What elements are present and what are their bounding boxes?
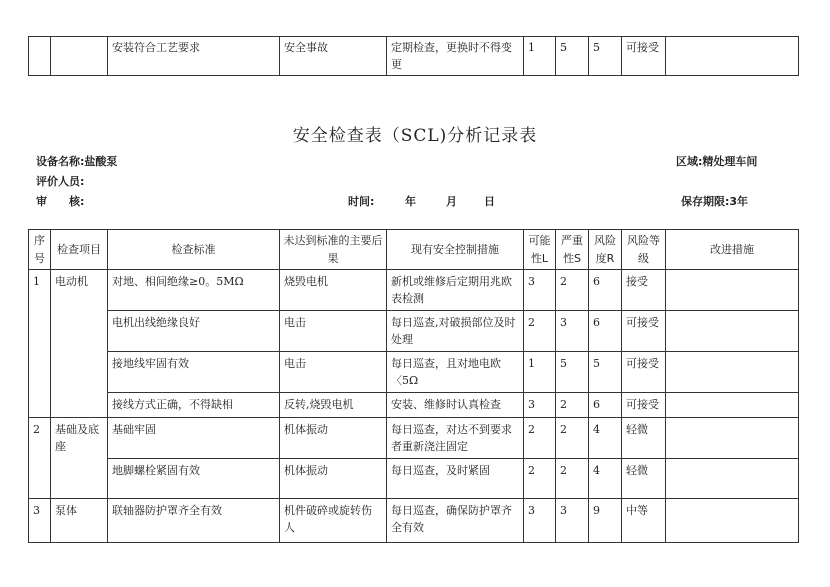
consequence-cell: 电击 [280, 311, 387, 352]
improve-cell [666, 393, 799, 417]
level-cell: 轻微 [622, 417, 666, 458]
cell: 定期检查，更换时不得变更 [387, 37, 524, 76]
level-cell: 可接受 [622, 352, 666, 393]
standard-cell: 联轴器防护罩齐全有效 [108, 498, 280, 542]
equipment-name [36, 153, 117, 169]
cell [51, 37, 108, 76]
table-row [29, 270, 799, 311]
level-cell: 可接受 [622, 311, 666, 352]
seq-cell: 1 [29, 270, 51, 417]
improve-cell [666, 352, 799, 393]
table-row [29, 37, 799, 76]
likelihood-cell: 3 [524, 393, 556, 417]
level-cell: 接受 [622, 270, 666, 311]
severity-cell: 3 [556, 311, 589, 352]
measures-cell: 每日巡查,对破损部位及时处理 [387, 311, 524, 352]
table-row [29, 458, 799, 498]
header-standard: 检查标准 [108, 230, 280, 270]
equipment-value: 盐酸泵 [84, 155, 118, 168]
month-label: 月 [446, 195, 457, 208]
header-level: 风险等级 [622, 230, 666, 270]
risk-cell: 4 [589, 458, 622, 498]
improve-cell [666, 311, 799, 352]
measures-cell: 每日巡查，确保防护罩齐全有效 [387, 498, 524, 542]
severity-cell: 2 [556, 458, 589, 498]
risk-cell: 4 [589, 417, 622, 458]
measures-cell: 每日巡查，对达不到要求者重新浇注固定 [387, 417, 524, 458]
item-cell: 电动机 [51, 270, 108, 417]
improve-cell [666, 458, 799, 498]
likelihood-cell: 2 [524, 311, 556, 352]
improve-cell [666, 498, 799, 542]
header-seq: 序号 [29, 230, 51, 270]
equipment-label: 设备名称: [36, 155, 85, 168]
severity-cell: 5 [556, 352, 589, 393]
evaluator-label: 评价人员: [36, 175, 85, 188]
risk-cell: 6 [589, 270, 622, 311]
table-row [29, 311, 799, 352]
header-improve: 改进措施 [666, 230, 799, 270]
cell: 5 [589, 37, 622, 76]
cell: 5 [556, 37, 589, 76]
area-label: 区域: [676, 155, 703, 168]
previous-page-table [28, 36, 799, 76]
header-measures: 现有安全控制措施 [387, 230, 524, 270]
seq-cell: 2 [29, 417, 51, 498]
level-cell: 中等 [622, 498, 666, 542]
measures-cell: 新机或维修后定期用兆欧表检测 [387, 270, 524, 311]
consequence-cell: 烧毁电机 [280, 270, 387, 311]
likelihood-cell: 2 [524, 417, 556, 458]
day-label: 日 [484, 195, 495, 208]
severity-cell: 2 [556, 270, 589, 311]
level-cell: 轻微 [622, 458, 666, 498]
cell [29, 37, 51, 76]
table-row [29, 393, 799, 417]
item-cell: 泵体 [51, 498, 108, 542]
standard-cell: 地脚螺栓紧固有效 [108, 458, 280, 498]
likelihood-cell: 3 [524, 498, 556, 542]
header-consequence: 未达到标准的主要后果 [280, 230, 387, 270]
standard-cell: 接线方式正确，不得缺相 [108, 393, 280, 417]
severity-cell: 3 [556, 498, 589, 542]
consequence-cell: 反转,烧毁电机 [280, 393, 387, 417]
consequence-cell: 机体振动 [280, 458, 387, 498]
measures-cell: 每日巡查，且对地电欧〈5Ω [387, 352, 524, 393]
severity-cell: 2 [556, 393, 589, 417]
table-row [29, 498, 799, 542]
retention-label: 保存期限: [681, 195, 730, 208]
severity-cell: 2 [556, 417, 589, 458]
consequence-cell: 电击 [280, 352, 387, 393]
area [676, 153, 757, 169]
measures-cell: 安装、维修时认真检查 [387, 393, 524, 417]
area-value: 精处理车间 [702, 155, 758, 168]
likelihood-cell: 1 [524, 352, 556, 393]
table-row [29, 417, 799, 458]
risk-cell: 6 [589, 393, 622, 417]
standard-cell: 电机出线绝缘良好 [108, 311, 280, 352]
header-item: 检查项目 [51, 230, 108, 270]
improve-cell [666, 417, 799, 458]
reviewer-label: 审 核: [36, 195, 85, 208]
header-severity: 严重性S [556, 230, 589, 270]
cell [666, 37, 799, 76]
scl-table [28, 229, 799, 543]
standard-cell: 对地、相间绝缘≥0。5MΩ [108, 270, 280, 311]
time-label: 时间: [348, 195, 375, 208]
cell: 可接受 [622, 37, 666, 76]
item-cell: 基础及底座 [51, 417, 108, 498]
seq-cell: 3 [29, 498, 51, 542]
standard-cell: 基础牢固 [108, 417, 280, 458]
risk-cell: 6 [589, 311, 622, 352]
cell: 安装符合工艺要求 [108, 37, 280, 76]
consequence-cell: 机体振动 [280, 417, 387, 458]
risk-cell: 9 [589, 498, 622, 542]
cell: 安全事故 [280, 37, 387, 76]
year-label: 年 [405, 195, 416, 208]
header-risk: 风险度R [589, 230, 622, 270]
measures-cell: 每日巡查，及时紧固 [387, 458, 524, 498]
risk-cell: 5 [589, 352, 622, 393]
page-title: 安全检查表（SCL)分析记录表 [292, 126, 538, 146]
likelihood-cell: 3 [524, 270, 556, 311]
improve-cell [666, 270, 799, 311]
level-cell: 可接受 [622, 393, 666, 417]
consequence-cell: 机件破碎或旋转伤人 [280, 498, 387, 542]
table-row [29, 352, 799, 393]
cell: 1 [524, 37, 556, 76]
retention-value: 3年 [729, 195, 749, 208]
retention-period [681, 193, 748, 209]
likelihood-cell: 2 [524, 458, 556, 498]
table-header-row [29, 230, 799, 270]
header-likelihood: 可能性L [524, 230, 556, 270]
standard-cell: 接地线牢固有效 [108, 352, 280, 393]
